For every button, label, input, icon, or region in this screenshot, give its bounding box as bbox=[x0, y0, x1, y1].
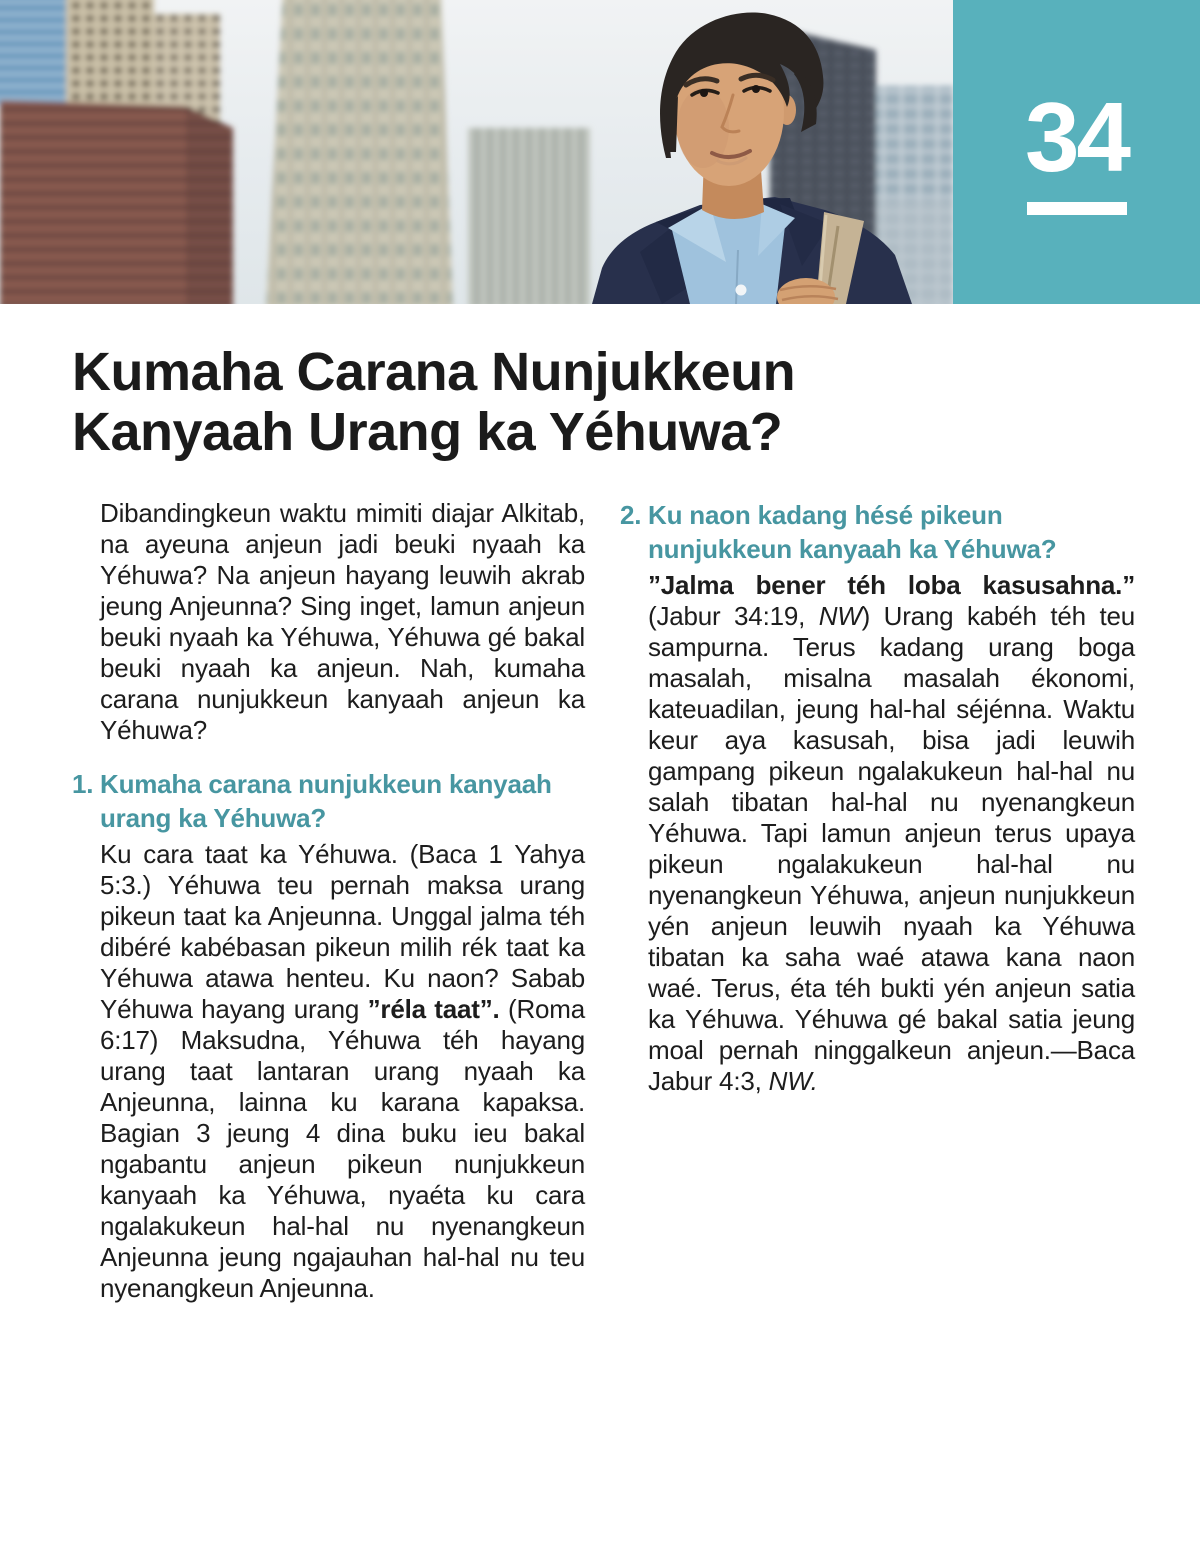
question-2-heading bbox=[620, 498, 1135, 566]
content-columns bbox=[72, 498, 1135, 1304]
right-column bbox=[620, 498, 1135, 1304]
page-title-line2: Kanyaah Urang ka Yéhuwa? bbox=[72, 402, 783, 462]
lesson-number: 34 bbox=[1024, 82, 1128, 192]
question-1-number: 1. bbox=[72, 769, 94, 799]
page-title-line1: Kumaha Carana Nunjukkeun bbox=[72, 342, 796, 402]
lesson-number-underline bbox=[1027, 202, 1127, 215]
question-1-text: Kumaha carana nunjukkeun kanyaah urang ka Yéhuwa? bbox=[100, 769, 552, 833]
question-2-text: Ku naon kadang hésé pikeun nunjukkeun kanyaah ka Yéhuwa? bbox=[648, 500, 1057, 564]
header-photo bbox=[0, 0, 953, 304]
page-title bbox=[72, 342, 795, 462]
question-2-answer: ”Jalma bener téh loba kasusahna.” (Jabur 34:19, NW) Urang kabéh téh teu sampurna. Terus kadang urang boga masalah, misalna masalah ékonomi, kateuadilan, jeung hal-hal séjénna. Waktu keur aya kasusah, bisa jadi leuwih gampang pikeun ngalakukeun hal-hal nu salah tibatan hal-hal nu nyenangkeun Yéhuwa. Tapi lamun anjeun terus upaya pikeun ngalakukeun hal-hal nu nyenangkeun Yéhuwa, anjeun nunjukkeun yén anjeun leuwih nyaah ka Yéhuwa tibatan ka saha waé atawa kana naon waé. Terus, éta téh bukti yén anjeun satia ka Yéhuwa. Yéhuwa gé bakal satia jeung moal pernah ninggalkeun anjeun.—Baca Jabur 4:3, NW. bbox=[648, 570, 1135, 1096]
header bbox=[0, 0, 1200, 304]
left-column bbox=[72, 498, 585, 1304]
question-1-heading bbox=[72, 767, 585, 835]
question-1-answer: Ku cara taat ka Yéhuwa. (Baca 1 Yahya 5:3.) Yéhuwa teu pernah maksa urang pikeun taat ka Anjeunna. Unggal jalma téh dibéré kabébasan pikeun milih rék taat ka Yéhuwa atawa henteu. Ku naon? Sabab Yéhuwa hayang urang ”réla taat”. (Roma 6:17) Maksudna, Yéhuwa téh hayang urang taat lantaran urang nyaah ka Anjeunna, lainna ku karana kapaksa. Bagian 3 jeung 4 dina buku ieu bakal ngabantu anjeun pikeun nunjukkeun kanyaah ka Yéhuwa, nyaéta ku cara ngalakukeun hal-hal nu nyenangkeun Anjeunna jeung ngajauhan hal-hal nu teu nyenangkeun Anjeunna. bbox=[100, 839, 585, 1303]
lesson-number-badge bbox=[953, 0, 1200, 304]
intro-paragraph: Dibandingkeun waktu mimiti diajar Alkitab, na ayeuna anjeun jadi beuki nyaah ka Yéhuwa? Na anjeun hayang leuwih akrab jeung Anjeunna? Sing inget, lamun anjeun beuki nyaah ka Yéhuwa, Yéhuwa gé bakal beuki nyaah ka anjeun. Nah, kumaha carana nunjukkeun kanyaah anjeun ka Yéhuwa? bbox=[100, 498, 585, 745]
question-2-number: 2. bbox=[620, 500, 642, 530]
